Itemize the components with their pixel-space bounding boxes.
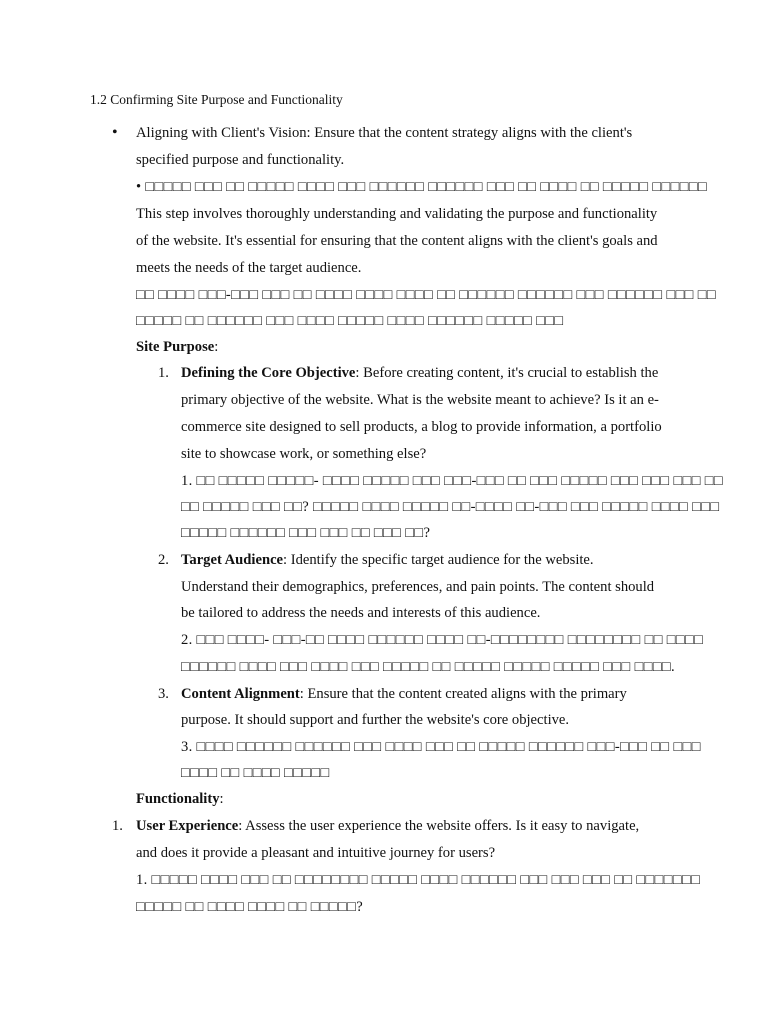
list-item-1-line-2: primary objective of the website. What is the website meant to achieve? Is it an e- [181, 392, 659, 408]
list-item-2-hindi-2: □□□□□□ □□□□ □□□ □□□□ □□□ □□□□□ □□ □□□□□ □□□□□ □□□□□ □□□ □□□□. [181, 659, 675, 675]
section-heading: 1.2 Confirming Site Purpose and Functionality [90, 92, 343, 107]
list-item-3-line-1: Content Alignment: Ensure that the content created aligns with the primary [181, 686, 627, 702]
list-item-2-line-1: Target Audience: Identify the specific target audience for the website. [181, 552, 594, 568]
list-item-1-line-3: commerce site designed to sell products, a blog to provide information, a portfolio [181, 419, 662, 435]
list-item-1-line-4: site to showcase work, or something else? [181, 446, 427, 462]
intro-hindi-bullet: • □□□□□ □□□ □□ □□□□□ □□□□ □□□ □□□□□□ □□□□□□ □□□ □□ □□□□ □□ □□□□□ □□□□□□ [136, 179, 708, 195]
list-item-1-line-1: Defining the Core Objective: Before creating content, it's crucial to establish the [181, 365, 659, 381]
list-item-3-hindi-2: □□□□ □□ □□□□ □□□□□ [181, 765, 330, 781]
functionality-label: Functionality: [136, 791, 224, 807]
functionality-item-hindi-1: 1. □□□□□ □□□□ □□□ □□ □□□□□□□□ □□□□□ □□□□ □□□□□□ □□□ □□□ □□□ □□ □□□□□□□ [136, 872, 701, 888]
intro-line-1: Aligning with Client's Vision: Ensure that the content strategy aligns with the client's [136, 125, 633, 141]
intro-hindi-1: □□ □□□□ □□□-□□□ □□□ □□ □□□□ □□□□ □□□□ □□ □□□□□□ □□□□□□ □□□ □□□□□□ □□□ □□ [136, 287, 716, 303]
list-item-2-hindi-1: 2. □□□ □□□□- □□□-□□ □□□□ □□□□□□ □□□□ □□-□□□□□□□□ □□□□□□□□ □□ □□□□ [181, 632, 704, 648]
list-number: 3. [158, 686, 169, 702]
list-number: 1. [158, 365, 169, 381]
intro-english-3: meets the needs of the target audience. [136, 260, 362, 276]
site-purpose-label: Site Purpose: [136, 339, 219, 355]
list-number: 2. [158, 552, 169, 568]
intro-english-2: of the website. It's essential for ensuring that the content aligns with the client's goals and [136, 233, 658, 249]
functionality-item-hindi-2: □□□□□ □□ □□□□ □□□□ □□ □□□□□? [136, 899, 364, 915]
list-item-3-line-2: purpose. It should support and further the website's core objective. [181, 712, 570, 728]
functionality-item-line-2: and does it provide a pleasant and intuitive journey for users? [136, 845, 496, 861]
intro-english-1: This step involves thoroughly understanding and validating the purpose and functionality [136, 206, 658, 222]
list-item-3-hindi-1: 3. □□□□ □□□□□□ □□□□□□ □□□ □□□□ □□□ □□ □□□□□ □□□□□□ □□□-□□□ □□ □□□ [181, 739, 701, 755]
functionality-item-line-1: User Experience: Assess the user experience the website offers. Is it easy to navigate, [136, 818, 640, 834]
list-item-1-hindi-1: 1. □□ □□□□□ □□□□□- □□□□ □□□□□ □□□ □□□-□□□ □□ □□□ □□□□□ □□□ □□□ □□□ □□ [181, 473, 723, 489]
list-item-2-line-2: Understand their demographics, preferences, and pain points. The content should [181, 579, 655, 595]
list-item-2-line-3: be tailored to address the needs and interests of this audience. [181, 605, 541, 621]
list-item-1-hindi-3: □□□□□ □□□□□□ □□□ □□□ □□ □□□ □□? [181, 525, 431, 541]
intro-line-2: specified purpose and functionality. [136, 152, 345, 168]
list-item-1-hindi-2: □□ □□□□□ □□□ □□? □□□□□ □□□□ □□□□□ □□-□□□□ □□-□□□ □□□ □□□□□ □□□□ □□□ [181, 499, 720, 515]
bullet-marker: • [112, 124, 118, 141]
list-number: 1. [112, 818, 123, 834]
intro-hindi-2: □□□□□ □□ □□□□□□ □□□ □□□□ □□□□□ □□□□ □□□□□□ □□□□□ □□□ [136, 313, 564, 329]
